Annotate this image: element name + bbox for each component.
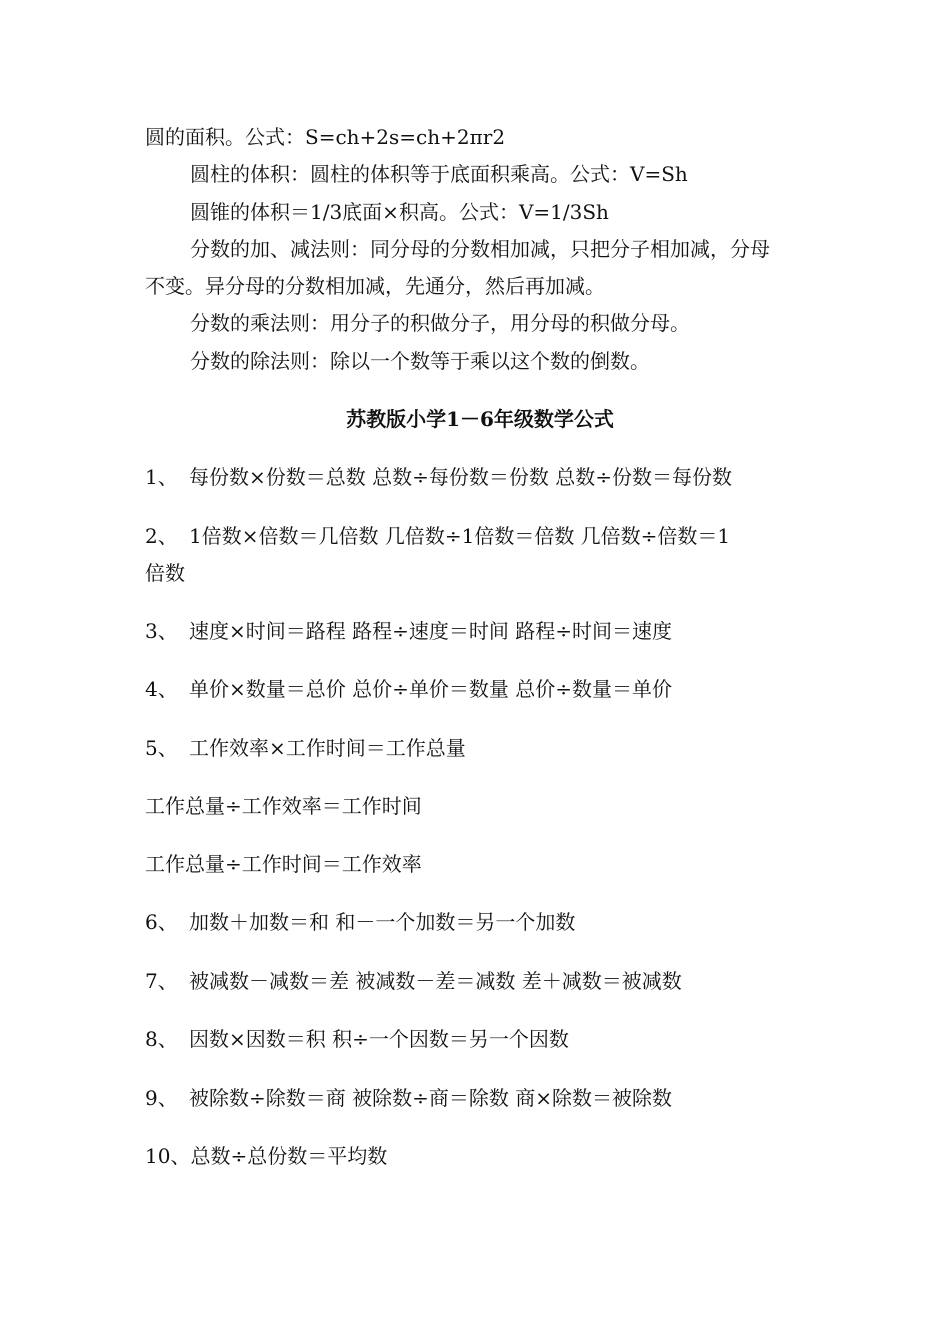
formula-row-10	[145, 1141, 815, 1171]
formula-row-5-c	[145, 849, 815, 879]
intro-line-circle-area: 圆的面积。公式：S=ch+2s=ch+2πr2	[145, 125, 506, 149]
formula-number: 5、	[145, 736, 178, 760]
formula-row-2-cont	[145, 558, 815, 588]
formula-row-6	[145, 907, 815, 937]
formula-number: 2、	[145, 524, 178, 548]
intro-line-fraction-divide-rule: 分数的除法则：除以一个数等于乘以这个数的倒数。	[190, 349, 650, 373]
section-title: 苏教版小学1－6年级数学公式	[346, 407, 614, 431]
formula-number: 6、	[145, 910, 178, 934]
formula-number: 9、	[145, 1086, 178, 1110]
formula-number: 3、	[145, 619, 178, 643]
formula-text: 因数×因数＝积 积÷一个因数＝另一个因数	[189, 1027, 569, 1051]
formula-number: 1、	[145, 465, 178, 489]
formula-row-7	[145, 966, 815, 996]
formula-text: 1倍数×倍数＝几倍数 几倍数÷1倍数＝倍数 几倍数÷倍数＝1	[189, 524, 731, 548]
intro-line-fraction-multiply-rule: 分数的乘法则：用分子的积做分子，用分母的积做分母。	[190, 311, 690, 335]
formula-row-9	[145, 1083, 815, 1113]
formula-text: 速度×时间＝路程 路程÷速度＝时间 路程÷时间＝速度	[189, 619, 672, 643]
formula-number: 8、	[145, 1027, 178, 1051]
formula-number: 4、	[145, 677, 178, 701]
formula-row-1	[145, 462, 815, 492]
intro-line-fraction-add-rule: 分数的加、减法则：同分母的分数相加减，只把分子相加减，分母	[190, 237, 770, 261]
formula-text: 被除数÷除数＝商 被除数÷商＝除数 商×除数＝被除数	[189, 1086, 672, 1110]
formula-text: 总数÷总份数＝平均数	[190, 1144, 388, 1168]
formula-text: 倍数	[145, 561, 185, 585]
formula-row-2	[145, 521, 815, 551]
formula-text: 被减数－减数＝差 被减数－差＝减数 差＋减数＝被减数	[189, 969, 682, 993]
formula-text: 单价×数量＝总价 总价÷单价＝数量 总价÷数量＝单价	[189, 677, 672, 701]
intro-line-cylinder-volume: 圆柱的体积：圆柱的体积等于底面积乘高。公式：V=Sh	[190, 162, 688, 186]
formula-text: 工作总量÷工作时间＝工作效率	[145, 852, 422, 876]
formula-row-5	[145, 733, 815, 763]
formula-row-3	[145, 616, 815, 646]
intro-line-cone-volume: 圆锥的体积＝1/3底面×积高。公式：V=1/3Sh	[190, 200, 609, 224]
formula-text: 每份数×份数＝总数 总数÷每份数＝份数 总数÷份数＝每份数	[189, 465, 732, 489]
formula-number: 7、	[145, 969, 178, 993]
formula-row-8	[145, 1024, 815, 1054]
formula-row-4	[145, 674, 815, 704]
formula-text: 加数＋加数＝和 和－一个加数＝另一个加数	[189, 910, 576, 934]
formula-text: 工作效率×工作时间＝工作总量	[189, 736, 466, 760]
formula-number: 10、	[145, 1144, 191, 1168]
intro-line-fraction-add-rule-cont: 不变。异分母的分数相加减，先通分，然后再加减。	[145, 274, 605, 298]
formula-row-5-b	[145, 791, 815, 821]
formula-text: 工作总量÷工作效率＝工作时间	[145, 794, 422, 818]
